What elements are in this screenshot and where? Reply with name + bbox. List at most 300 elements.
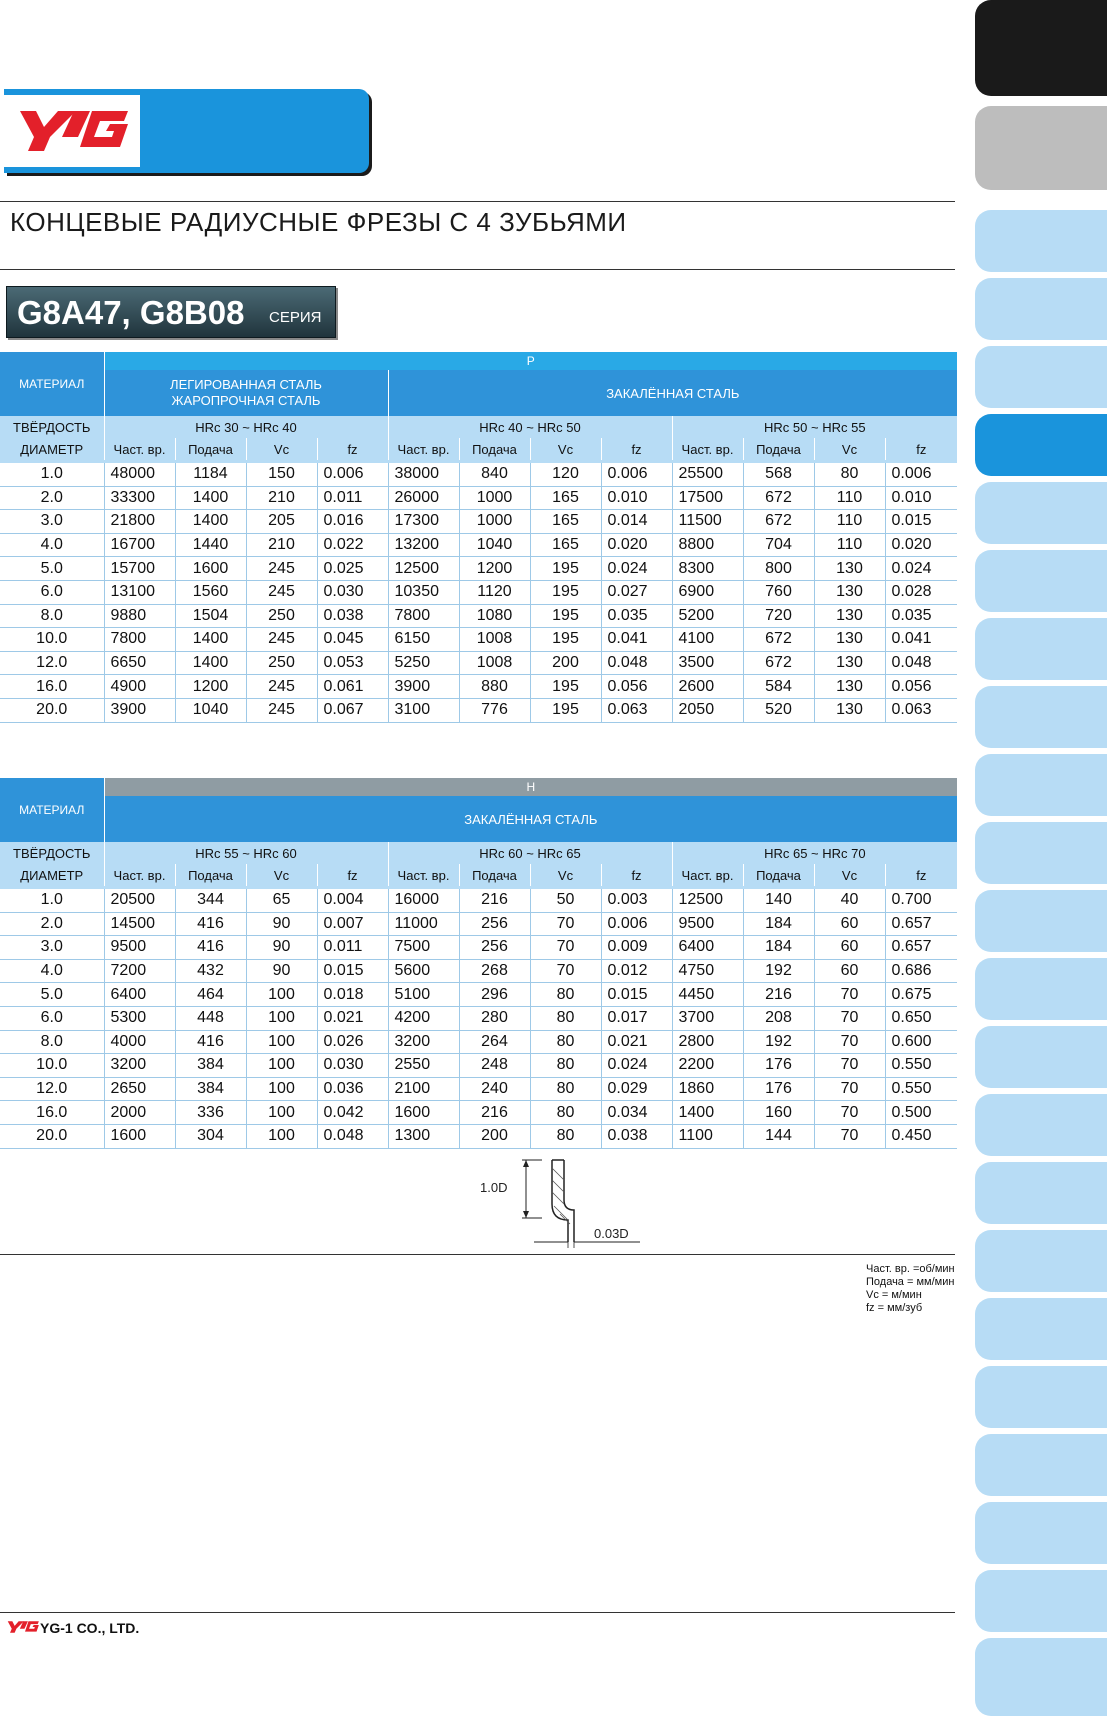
value-cell: 0.015 xyxy=(885,510,957,534)
value-cell: 130 xyxy=(814,698,885,722)
value-cell: 0.022 xyxy=(317,533,388,557)
table-body-p xyxy=(0,463,957,722)
value-cell: 0.003 xyxy=(601,889,672,912)
value-cell: 4000 xyxy=(104,1030,175,1054)
value-cell: 264 xyxy=(459,1030,530,1054)
value-cell: 0.053 xyxy=(317,651,388,675)
value-cell: 165 xyxy=(530,486,601,510)
value-cell: 0.020 xyxy=(601,533,672,557)
table-row xyxy=(0,533,957,557)
col-speed: Част. вр. xyxy=(104,438,175,460)
col-feed: Подача xyxy=(459,438,530,460)
value-cell: 880 xyxy=(459,675,530,699)
value-cell: 0.048 xyxy=(885,651,957,675)
value-cell: 245 xyxy=(246,628,317,652)
side-tab-15[interactable] xyxy=(975,1026,1107,1088)
material-name: ЗАКАЛЁННАЯ СТАЛЬ xyxy=(104,796,957,842)
value-cell: 1400 xyxy=(175,510,246,534)
value-cell: 448 xyxy=(175,1006,246,1030)
value-cell: 0.015 xyxy=(601,983,672,1007)
value-cell: 70 xyxy=(530,936,601,960)
diameter-label: ДИАМЕТР xyxy=(0,438,104,460)
value-cell: 3700 xyxy=(672,1006,743,1030)
value-cell: 1600 xyxy=(104,1124,175,1148)
value-cell: 9500 xyxy=(672,912,743,936)
side-tab-13[interactable] xyxy=(975,890,1107,952)
value-cell: 5250 xyxy=(388,651,459,675)
side-tab-23[interactable] xyxy=(975,1570,1107,1632)
value-cell: 0.550 xyxy=(885,1077,957,1101)
value-cell: 7500 xyxy=(388,936,459,960)
hardness-range-2: HRc 40 ~ HRc 50 xyxy=(388,416,672,438)
value-cell: 208 xyxy=(743,1006,814,1030)
value-cell: 0.009 xyxy=(601,936,672,960)
group-label: H xyxy=(104,778,957,796)
table-row xyxy=(0,1030,957,1054)
value-cell: 1440 xyxy=(175,533,246,557)
value-cell: 80 xyxy=(814,463,885,486)
col-vc: Vc xyxy=(530,864,601,886)
value-cell: 0.011 xyxy=(317,936,388,960)
value-cell: 80 xyxy=(530,983,601,1007)
value-cell: 5300 xyxy=(104,1006,175,1030)
value-cell: 17500 xyxy=(672,486,743,510)
col-feed: Подача xyxy=(459,864,530,886)
table-row xyxy=(0,959,957,983)
value-cell: 192 xyxy=(743,959,814,983)
side-tab-strip xyxy=(975,0,1107,1716)
series-badge xyxy=(6,286,336,338)
cutting-data-table-h xyxy=(0,778,957,1149)
side-tab-7[interactable] xyxy=(975,482,1107,544)
diameter-cell: 8.0 xyxy=(0,604,104,628)
value-cell: 0.067 xyxy=(317,698,388,722)
value-cell: 2600 xyxy=(672,675,743,699)
depth-label: 1.0D xyxy=(480,1180,508,1195)
diameter-cell: 5.0 xyxy=(0,557,104,581)
value-cell: 33300 xyxy=(104,486,175,510)
value-cell: 0.030 xyxy=(317,580,388,604)
value-cell: 70 xyxy=(814,1006,885,1030)
value-cell: 3900 xyxy=(104,698,175,722)
value-cell: 7200 xyxy=(104,959,175,983)
col-speed: Част. вр. xyxy=(672,438,743,460)
value-cell: 195 xyxy=(530,557,601,581)
value-cell: 1860 xyxy=(672,1077,743,1101)
diameter-cell: 20.0 xyxy=(0,698,104,722)
diagram-bottom-rule xyxy=(0,1254,955,1255)
diameter-cell: 2.0 xyxy=(0,486,104,510)
value-cell: 140 xyxy=(743,889,814,912)
table-row xyxy=(0,1006,957,1030)
value-cell: 8300 xyxy=(672,557,743,581)
value-cell: 10350 xyxy=(388,580,459,604)
value-cell: 110 xyxy=(814,486,885,510)
value-cell: 1000 xyxy=(459,486,530,510)
diameter-cell: 2.0 xyxy=(0,912,104,936)
value-cell: 0.015 xyxy=(317,959,388,983)
value-cell: 184 xyxy=(743,912,814,936)
side-tab-12[interactable] xyxy=(975,822,1107,884)
value-cell: 3500 xyxy=(672,651,743,675)
value-cell: 70 xyxy=(814,1077,885,1101)
value-cell: 0.004 xyxy=(317,889,388,912)
col-feed: Подача xyxy=(175,438,246,460)
series-word: СЕРИЯ xyxy=(269,309,322,326)
side-tab-11[interactable] xyxy=(975,754,1107,816)
value-cell: 296 xyxy=(459,983,530,1007)
value-cell: 100 xyxy=(246,1077,317,1101)
table-body-h xyxy=(0,889,957,1148)
value-cell: 100 xyxy=(246,1054,317,1078)
value-cell: 0.017 xyxy=(601,1006,672,1030)
value-cell: 0.686 xyxy=(885,959,957,983)
value-cell: 0.048 xyxy=(317,1124,388,1148)
side-tab-8[interactable] xyxy=(975,550,1107,612)
value-cell: 184 xyxy=(743,936,814,960)
col-speed: Част. вр. xyxy=(104,864,175,886)
table-row xyxy=(0,510,957,534)
group-label: P xyxy=(104,352,957,370)
value-cell: 0.006 xyxy=(317,463,388,486)
value-cell: 15700 xyxy=(104,557,175,581)
table-row xyxy=(0,912,957,936)
value-cell: 5100 xyxy=(388,983,459,1007)
value-cell: 0.024 xyxy=(601,1054,672,1078)
side-tab-16[interactable] xyxy=(975,1094,1107,1156)
value-cell: 70 xyxy=(814,1124,885,1148)
value-cell: 14500 xyxy=(104,912,175,936)
side-tab-19[interactable] xyxy=(975,1298,1107,1360)
note-speed: Част. вр. =об/мин xyxy=(866,1263,955,1275)
side-tab-9[interactable] xyxy=(975,618,1107,680)
side-tab-1[interactable] xyxy=(975,0,1107,96)
value-cell: 0.027 xyxy=(601,580,672,604)
value-cell: 9880 xyxy=(104,604,175,628)
note-vc: Vc = м/мин xyxy=(866,1289,922,1301)
value-cell: 48000 xyxy=(104,463,175,486)
value-cell: 195 xyxy=(530,580,601,604)
side-tab-10[interactable] xyxy=(975,686,1107,748)
col-vc: Vc xyxy=(814,438,885,460)
note-fz: fz = мм/зуб xyxy=(866,1302,923,1314)
yg-logo-icon xyxy=(14,107,132,155)
value-cell: 0.014 xyxy=(601,510,672,534)
value-cell: 160 xyxy=(743,1101,814,1125)
value-cell: 120 xyxy=(530,463,601,486)
value-cell: 0.035 xyxy=(601,604,672,628)
value-cell: 0.063 xyxy=(885,698,957,722)
value-cell: 4750 xyxy=(672,959,743,983)
material-line-2: ЖАРОПРОЧНАЯ СТАЛЬ xyxy=(171,393,321,408)
value-cell: 0.038 xyxy=(601,1124,672,1148)
diameter-cell: 4.0 xyxy=(0,959,104,983)
table-row xyxy=(0,675,957,699)
value-cell: 0.007 xyxy=(317,912,388,936)
hardness-range-1: HRc 55 ~ HRc 60 xyxy=(104,842,388,864)
side-tab-14[interactable] xyxy=(975,958,1107,1020)
value-cell: 280 xyxy=(459,1006,530,1030)
hardness-range-3: HRc 65 ~ HRc 70 xyxy=(672,842,957,864)
value-cell: 0.028 xyxy=(885,580,957,604)
value-cell: 200 xyxy=(459,1124,530,1148)
side-tab-17[interactable] xyxy=(975,1162,1107,1224)
value-cell: 80 xyxy=(530,1101,601,1125)
value-cell: 195 xyxy=(530,698,601,722)
side-tab-3[interactable] xyxy=(975,210,1107,272)
value-cell: 0.056 xyxy=(601,675,672,699)
value-cell: 1184 xyxy=(175,463,246,486)
value-cell: 26000 xyxy=(388,486,459,510)
value-cell: 100 xyxy=(246,983,317,1007)
value-cell: 245 xyxy=(246,557,317,581)
material-label: МАТЕРИАЛ xyxy=(0,778,104,842)
value-cell: 4100 xyxy=(672,628,743,652)
side-tab-20[interactable] xyxy=(975,1366,1107,1428)
diameter-cell: 5.0 xyxy=(0,983,104,1007)
diameter-cell: 1.0 xyxy=(0,463,104,486)
value-cell: 256 xyxy=(459,912,530,936)
value-cell: 100 xyxy=(246,1030,317,1054)
value-cell: 0.026 xyxy=(317,1030,388,1054)
value-cell: 1600 xyxy=(175,557,246,581)
value-cell: 80 xyxy=(530,1030,601,1054)
value-cell: 1040 xyxy=(175,698,246,722)
value-cell: 130 xyxy=(814,557,885,581)
logo-white-panel xyxy=(4,95,140,167)
value-cell: 432 xyxy=(175,959,246,983)
table-row xyxy=(0,698,957,722)
diameter-cell: 8.0 xyxy=(0,1030,104,1054)
value-cell: 0.600 xyxy=(885,1030,957,1054)
value-cell: 90 xyxy=(246,936,317,960)
value-cell: 60 xyxy=(814,936,885,960)
value-cell: 130 xyxy=(814,580,885,604)
table-row xyxy=(0,557,957,581)
value-cell: 0.657 xyxy=(885,936,957,960)
value-cell: 384 xyxy=(175,1054,246,1078)
value-cell: 0.030 xyxy=(317,1054,388,1078)
material-line-1: ЛЕГИРОВАННАЯ СТАЛЬ xyxy=(170,377,322,392)
value-cell: 0.061 xyxy=(317,675,388,699)
table-row xyxy=(0,580,957,604)
value-cell: 672 xyxy=(743,486,814,510)
diameter-cell: 12.0 xyxy=(0,1077,104,1101)
value-cell: 4450 xyxy=(672,983,743,1007)
value-cell: 4200 xyxy=(388,1006,459,1030)
value-cell: 2000 xyxy=(104,1101,175,1125)
diameter-label: ДИАМЕТР xyxy=(0,864,104,886)
col-vc: Vc xyxy=(814,864,885,886)
units-legend xyxy=(866,1263,955,1315)
table-row xyxy=(0,1124,957,1148)
value-cell: 5200 xyxy=(672,604,743,628)
value-cell: 80 xyxy=(530,1006,601,1030)
value-cell: 0.010 xyxy=(885,486,957,510)
col-vc: Vc xyxy=(246,438,317,460)
col-fz: fz xyxy=(885,864,957,886)
value-cell: 2100 xyxy=(388,1077,459,1101)
value-cell: 1120 xyxy=(459,580,530,604)
value-cell: 1400 xyxy=(672,1101,743,1125)
hardness-label: ТВЁРДОСТЬ xyxy=(0,416,104,438)
value-cell: 16700 xyxy=(104,533,175,557)
diameter-cell: 12.0 xyxy=(0,651,104,675)
value-cell: 0.018 xyxy=(317,983,388,1007)
value-cell: 80 xyxy=(530,1124,601,1148)
value-cell: 12500 xyxy=(672,889,743,912)
value-cell: 0.020 xyxy=(885,533,957,557)
value-cell: 240 xyxy=(459,1077,530,1101)
value-cell: 245 xyxy=(246,675,317,699)
value-cell: 216 xyxy=(459,1101,530,1125)
value-cell: 60 xyxy=(814,959,885,983)
value-cell: 110 xyxy=(814,510,885,534)
value-cell: 2050 xyxy=(672,698,743,722)
value-cell: 704 xyxy=(743,533,814,557)
value-cell: 1400 xyxy=(175,486,246,510)
value-cell: 70 xyxy=(814,1054,885,1078)
value-cell: 0.036 xyxy=(317,1077,388,1101)
value-cell: 256 xyxy=(459,936,530,960)
col-fz: fz xyxy=(317,864,388,886)
value-cell: 0.700 xyxy=(885,889,957,912)
value-cell: 720 xyxy=(743,604,814,628)
value-cell: 0.650 xyxy=(885,1006,957,1030)
company-name: YG-1 CO., LTD. xyxy=(40,1620,140,1636)
value-cell: 464 xyxy=(175,983,246,1007)
value-cell: 195 xyxy=(530,675,601,699)
col-speed: Част. вр. xyxy=(388,438,459,460)
value-cell: 760 xyxy=(743,580,814,604)
value-cell: 304 xyxy=(175,1124,246,1148)
value-cell: 70 xyxy=(814,1030,885,1054)
value-cell: 8800 xyxy=(672,533,743,557)
value-cell: 3200 xyxy=(388,1030,459,1054)
value-cell: 0.006 xyxy=(601,463,672,486)
value-cell: 268 xyxy=(459,959,530,983)
value-cell: 0.024 xyxy=(601,557,672,581)
col-fz: fz xyxy=(601,438,672,460)
value-cell: 344 xyxy=(175,889,246,912)
side-tab-21[interactable] xyxy=(975,1434,1107,1496)
diameter-cell: 1.0 xyxy=(0,889,104,912)
value-cell: 7800 xyxy=(388,604,459,628)
value-cell: 9500 xyxy=(104,936,175,960)
value-cell: 70 xyxy=(814,983,885,1007)
value-cell: 21800 xyxy=(104,510,175,534)
value-cell: 150 xyxy=(246,463,317,486)
table-row xyxy=(0,983,957,1007)
value-cell: 2650 xyxy=(104,1077,175,1101)
value-cell: 50 xyxy=(530,889,601,912)
value-cell: 0.657 xyxy=(885,912,957,936)
col-speed: Част. вр. xyxy=(388,864,459,886)
value-cell: 90 xyxy=(246,959,317,983)
value-cell: 0.450 xyxy=(885,1124,957,1148)
value-cell: 1100 xyxy=(672,1124,743,1148)
value-cell: 40 xyxy=(814,889,885,912)
side-tab-2[interactable] xyxy=(975,106,1107,190)
col-feed: Подача xyxy=(743,864,814,886)
table-row xyxy=(0,604,957,628)
value-cell: 672 xyxy=(743,510,814,534)
value-cell: 0.012 xyxy=(601,959,672,983)
title-bottom-rule xyxy=(0,269,955,270)
value-cell: 195 xyxy=(530,628,601,652)
material-name-1 xyxy=(104,370,388,416)
value-cell: 130 xyxy=(814,675,885,699)
value-cell: 5600 xyxy=(388,959,459,983)
value-cell: 200 xyxy=(530,651,601,675)
col-fz: fz xyxy=(601,864,672,886)
value-cell: 1200 xyxy=(175,675,246,699)
col-vc: Vc xyxy=(530,438,601,460)
value-cell: 0.006 xyxy=(601,912,672,936)
diameter-cell: 6.0 xyxy=(0,1006,104,1030)
value-cell: 6900 xyxy=(672,580,743,604)
value-cell: 17300 xyxy=(388,510,459,534)
value-cell: 16000 xyxy=(388,889,459,912)
side-tab-18[interactable] xyxy=(975,1230,1107,1292)
diameter-cell: 4.0 xyxy=(0,533,104,557)
value-cell: 20500 xyxy=(104,889,175,912)
value-cell: 0.048 xyxy=(601,651,672,675)
value-cell: 210 xyxy=(246,533,317,557)
value-cell: 65 xyxy=(246,889,317,912)
table-row xyxy=(0,936,957,960)
value-cell: 6150 xyxy=(388,628,459,652)
diameter-cell: 20.0 xyxy=(0,1124,104,1148)
material-label: МАТЕРИАЛ xyxy=(0,352,104,416)
side-tab-24[interactable] xyxy=(975,1638,1107,1716)
value-cell: 776 xyxy=(459,698,530,722)
value-cell: 130 xyxy=(814,651,885,675)
value-cell: 216 xyxy=(459,889,530,912)
table-row xyxy=(0,1077,957,1101)
value-cell: 130 xyxy=(814,628,885,652)
col-feed: Подача xyxy=(175,864,246,886)
value-cell: 1080 xyxy=(459,604,530,628)
value-cell: 245 xyxy=(246,698,317,722)
value-cell: 0.045 xyxy=(317,628,388,652)
value-cell: 192 xyxy=(743,1030,814,1054)
table-row xyxy=(0,889,957,912)
value-cell: 0.500 xyxy=(885,1101,957,1125)
value-cell: 0.021 xyxy=(601,1030,672,1054)
value-cell: 1008 xyxy=(459,651,530,675)
value-cell: 568 xyxy=(743,463,814,486)
value-cell: 210 xyxy=(246,486,317,510)
footer-logo-icon xyxy=(6,1620,40,1634)
side-tab-22[interactable] xyxy=(975,1502,1107,1564)
value-cell: 0.025 xyxy=(317,557,388,581)
value-cell: 205 xyxy=(246,510,317,534)
value-cell: 7800 xyxy=(104,628,175,652)
value-cell: 0.016 xyxy=(317,510,388,534)
value-cell: 70 xyxy=(814,1101,885,1125)
side-tab-active[interactable] xyxy=(975,414,1107,476)
side-tab-5[interactable] xyxy=(975,346,1107,408)
value-cell: 165 xyxy=(530,510,601,534)
value-cell: 100 xyxy=(246,1006,317,1030)
value-cell: 0.038 xyxy=(317,604,388,628)
value-cell: 1000 xyxy=(459,510,530,534)
value-cell: 130 xyxy=(814,604,885,628)
hardness-label: ТВЁРДОСТЬ xyxy=(0,842,104,864)
value-cell: 0.041 xyxy=(885,628,957,652)
side-tab-4[interactable] xyxy=(975,278,1107,340)
